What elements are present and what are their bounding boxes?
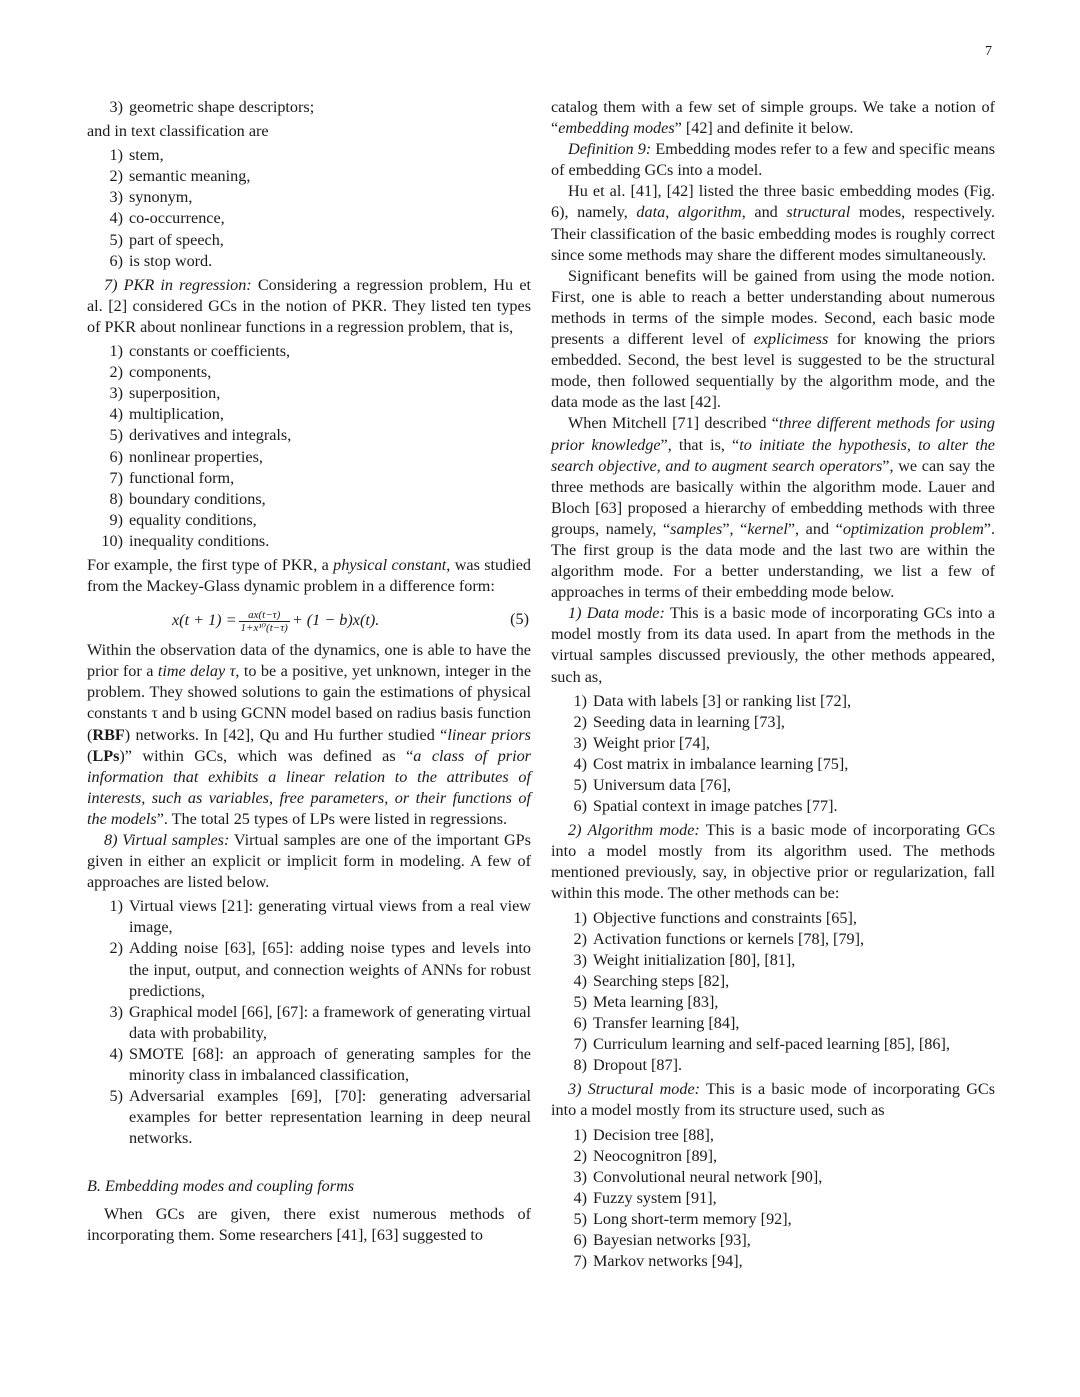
benefits-paragraph: Significant benefits will be gained from using the mode notion. First, one is able to reach a better understanding about numerous methods in terms of the simple modes. Second, each basic mode presents a different level of explicimess for knowing the priors embedded. Second, the best level is suggested to be the structural mode, then followed sequentially by the algorithm mode, and the data mode as the last [42]. [551, 266, 996, 412]
list-item-text: Long short-term memory [92], [593, 1209, 792, 1228]
list-item-text: Adversarial examples [69], [70]: generating adversarial examples for better representation learning in deep neural networks. [129, 1087, 531, 1148]
list-item-text: functional form, [129, 468, 235, 487]
list-item-text: Searching steps [82], [593, 971, 730, 990]
algorithm-mode-heading: 2) Algorithm mode: [568, 821, 700, 840]
list-item-text: Objective functions and constraints [65], [593, 908, 857, 927]
list-item-number: 3) [109, 1002, 123, 1021]
list-item-number: 2) [109, 363, 123, 382]
list-item-number: 4) [573, 1188, 587, 1207]
list-item [87, 938, 531, 1001]
list-item-number: 8) [109, 489, 123, 508]
list-item [551, 1013, 995, 1034]
list-item-text: Curriculum learning and self-paced learning [85], [86], [593, 1035, 950, 1054]
list-item-text: Transfer learning [84], [593, 1014, 740, 1033]
list-item-text: Decision tree [88], [593, 1125, 714, 1144]
list-item-text: derivatives and integrals, [129, 426, 292, 445]
list-item-number: 1) [573, 1125, 587, 1144]
list-item-text: Markov networks [94], [593, 1252, 743, 1271]
list-item [551, 1251, 995, 1272]
list-item [551, 1209, 995, 1230]
list-item-text: semantic meaning, [129, 167, 251, 186]
list-item-number: 5) [573, 1209, 587, 1228]
text-classification-intro: and in text classification are [87, 122, 269, 141]
list-item [87, 447, 531, 468]
list-item-text: nonlinear properties, [129, 447, 263, 466]
list-item-number: 7) [573, 1035, 587, 1054]
structural-mode-heading: 3) Structural mode: [568, 1080, 701, 1099]
list-item [87, 251, 531, 272]
observation-paragraph: Within the observation data of the dynamics, one is able to have the prior for a time delay τ, to be a positive, yet unknown, integer in the problem. They showed solutions to gain the estimations of physical constants τ and b using GCNN model based on radius basis function (RBF) networks. In [42], Qu and Hu further studied “linear priors (LPs)” within GCs, which was defined as “a class of prior information that exhibits a linear relation to the attributes of interests, such as variables, free parameters, or their functions of the models”. The total 25 types of LPs were listed in regressions. [87, 641, 532, 828]
list-item-number: 7) [109, 468, 123, 487]
list-item [87, 230, 531, 251]
list-item-number: 8) [573, 1056, 587, 1075]
equation-5 [87, 607, 531, 633]
list-item [551, 1146, 995, 1167]
list-item [87, 187, 531, 208]
list-item-number: 6) [573, 1230, 587, 1249]
list-item [551, 971, 995, 992]
list-item-number: 6) [573, 797, 587, 816]
list-item-number: 9) [109, 510, 123, 529]
list-item [551, 950, 995, 971]
list-item-text: Universum data [76], [593, 776, 732, 794]
list-item [551, 908, 995, 929]
list-item-number: 5) [109, 426, 123, 445]
list-item-text: Adding noise [63], [65]: adding noise types and levels into the input, output, and connection weights of ANNs for robust predictions, [129, 939, 531, 1000]
list-item-text: inequality conditions. [129, 531, 270, 550]
virtual-samples-heading: 8) Virtual samples: [104, 831, 230, 849]
mitchell-paragraph: When Mitchell [71] described “three different methods for using prior knowledge”, that is, “to initiate the hypothesis, to alter the search objective, and to augment search operators”, we can say the three methods are basically within the algorithm mode. Lauer and Bloch [63] proposed a hierarchy of embedding methods with three groups, namely, “samples”, “kernel”, and “optimization problem”. The first group is the data mode and the last two are within the algorithm mode. For a better understanding, we list a few of approaches in terms of their embedding mode below. [551, 414, 995, 602]
data-mode-list [551, 691, 995, 818]
section-heading: B. Embedding modes and coupling forms [87, 1177, 355, 1196]
list-item-number: 4) [573, 971, 587, 990]
list-item [87, 489, 531, 510]
list-item: 3) geometric shape descriptors; [87, 97, 531, 118]
list-item-text: Bayesian networks [93], [593, 1230, 751, 1249]
list-item [87, 1086, 531, 1149]
list-item-number: 5) [573, 992, 587, 1011]
list-item-text: Cost matrix in imbalance learning [75], [593, 754, 849, 773]
list-item [87, 362, 531, 383]
list-item-text: Virtual views [21]: generating virtual views from a real view image, [129, 897, 531, 937]
pkr-heading: 7) PKR in regression: [104, 275, 252, 294]
list-item-text: equality conditions, [129, 510, 257, 529]
list-item-number: 2) [573, 712, 587, 731]
list-item-text: Weight initialization [80], [81], [593, 950, 796, 969]
list-item-number: 4) [573, 754, 587, 773]
hu-paragraph: Hu et al. [41], [42] listed the three basic embedding modes (Fig. 6), namely, data, algorithm, and structural modes, respectively. Their classification of the basic embedding modes is roughly correct since some methods may share the different modes simultaneously. [551, 182, 996, 264]
algorithm-mode-paragraph: 2) Algorithm mode: This is a basic mode of incorporating GCs into a model mostly from its algorithm used. The methods mentioned previously, say, in objective prior or regularization, fall within this mode. The other methods can be: [551, 821, 996, 903]
list-item-number: 1) [109, 897, 123, 916]
list-item-number: 4) [109, 405, 123, 424]
data-mode-heading: 1) Data mode: [568, 604, 665, 623]
list-item-number: 1) [573, 691, 587, 710]
list-item-text: components, [129, 363, 212, 382]
definition-paragraph: Definition 9: Embedding modes refer to a few and specific means of embedding GCs into a model. [551, 140, 995, 180]
list-item-text: Graphical model [66], [67]: a framework of generating virtual data with probability, [129, 1002, 531, 1042]
list-item [87, 145, 531, 166]
list-item [551, 796, 995, 817]
left-column [87, 97, 531, 1246]
list-item-number: 3) [573, 733, 587, 752]
list-item [551, 775, 995, 796]
list-item [551, 1034, 995, 1055]
list-item-number: 7) [573, 1252, 587, 1271]
list-item [551, 1125, 995, 1146]
data-mode-paragraph: 1) Data mode: This is a basic mode of incorporating GCs into a model mostly from its data used. In apart from the methods in the virtual samples discussed previously, the other methods appeared, such as, [551, 604, 996, 686]
list-item [87, 208, 531, 229]
list-item [551, 691, 995, 712]
list-item-text: constants or coefficients, [129, 342, 291, 361]
list-item-number: 1) [109, 342, 123, 361]
list-item [551, 1230, 995, 1251]
structural-mode-list [551, 1125, 995, 1273]
list-item [87, 341, 531, 362]
list-item-text: Data with labels [3] or ranking list [72], [593, 691, 852, 710]
list-item [87, 404, 531, 425]
list-item [551, 929, 995, 950]
page-number: 7 [985, 44, 992, 59]
catalog-paragraph: catalog them with a few set of simple groups. We take a notion of “embedding modes” [42] and definite it below. [551, 98, 995, 138]
equation-fraction: $\frac{ax(t-\tau)}{\text{1+x¹⁰(t−τ)}}$ [240, 609, 288, 635]
image-feature-list [87, 97, 531, 118]
list-item-text: SMOTE [68]: an approach of generating samples for the minority class in imbalanced classification, [129, 1044, 531, 1085]
equation-body: x(t + 1) = $\frac{ax(t-\tau)}{\text{1+x¹⁰(t−τ)}}$ + (1 − b)x(t). [172, 609, 380, 635]
list-item [551, 1188, 995, 1209]
list-item-text: Spatial context in image patches [77]. [593, 797, 838, 816]
list-item-number: 2) [109, 939, 123, 958]
list-item-text: Activation functions or kernels [78], [79], [593, 929, 865, 948]
when-gcs-paragraph: When GCs are given, there exist numerous methods of incorporating them. Some researchers [41], [63] suggested to [87, 1204, 531, 1244]
list-item-number: 3) [109, 384, 123, 403]
list-item-number: 6) [573, 1014, 587, 1033]
list-item [87, 896, 531, 938]
list-item [551, 992, 995, 1013]
list-item-text: synonym, [129, 188, 193, 207]
list-item-text: Weight prior [74], [593, 733, 710, 752]
list-item [87, 1044, 531, 1086]
definition-heading: Definition 9: [568, 140, 652, 159]
list-item-number: 10) [101, 531, 123, 550]
list-item-text: co-occurrence, [129, 209, 225, 228]
list-item-number: 5) [573, 776, 587, 794]
list-item-text: boundary conditions, [129, 489, 266, 508]
list-item-text: Neocognitron [89], [593, 1146, 718, 1165]
list-item-number: 3) [573, 1167, 587, 1186]
list-item [551, 733, 995, 754]
list-item-text: Seeding data in learning [73], [593, 712, 785, 731]
list-item-text: Meta learning [83], [593, 992, 719, 1011]
pkr-list [87, 341, 531, 552]
list-item-number: 3) [109, 98, 123, 116]
list-item-number: 5) [109, 1087, 123, 1106]
list-item-number: 2) [109, 167, 123, 186]
list-item-text: stem, [129, 146, 164, 165]
list-item-text: Convolutional neural network [90], [593, 1167, 823, 1186]
list-item [551, 712, 995, 733]
list-item-text: is stop word. [129, 251, 213, 270]
list-item-text: superposition, [129, 384, 221, 403]
list-item [87, 468, 531, 489]
equation-number: (5) [510, 610, 529, 629]
list-item [551, 1055, 995, 1076]
text-classification-list [87, 145, 531, 272]
pkr-paragraph: 7) PKR in regression: Considering a regression problem, Hu et al. [2] considered GCs in the notion of PKR. They listed ten types of PKR about nonlinear functions in a regression problem, that is, [87, 275, 531, 336]
list-item-number: 6) [109, 447, 123, 466]
list-item-text: Dropout [87]. [593, 1056, 683, 1075]
list-item [87, 1002, 531, 1044]
list-item-number: 1) [109, 146, 123, 165]
list-item-number: 2) [573, 1146, 587, 1165]
list-item-number: 6) [109, 251, 123, 270]
list-item-number: 4) [109, 209, 123, 228]
list-item-number: 3) [109, 188, 123, 207]
list-item-text: multiplication, [129, 405, 224, 424]
list-item-text: part of speech, [129, 230, 224, 249]
list-item [87, 510, 531, 531]
list-item [87, 166, 531, 187]
structural-mode-paragraph: 3) Structural mode: This is a basic mode of incorporating GCs into a model mostly from its structure used, such as [551, 1080, 995, 1120]
list-item [87, 531, 531, 552]
list-item [551, 1167, 995, 1188]
list-item-number: 3) [573, 950, 587, 969]
list-item [87, 383, 531, 404]
list-item-number: 4) [109, 1044, 123, 1063]
example-paragraph: For example, the first type of PKR, a physical constant, was studied from the Mackey-Glass dynamic problem in a difference form: [87, 555, 531, 596]
list-item-number: 5) [109, 230, 123, 249]
virtual-samples-list [87, 896, 531, 1149]
list-item [551, 754, 995, 775]
virtual-samples-paragraph: 8) Virtual samples: Virtual samples are one of the important GPs given in either an explicit or implicit form in modeling. A few of approaches are listed below. [87, 831, 531, 892]
list-item-number: 1) [573, 908, 587, 927]
list-item [87, 425, 531, 446]
list-item-number: 2) [573, 929, 587, 948]
list-item-text: Fuzzy system [91], [593, 1188, 717, 1207]
algorithm-mode-list [551, 908, 995, 1077]
right-column [551, 97, 995, 1275]
